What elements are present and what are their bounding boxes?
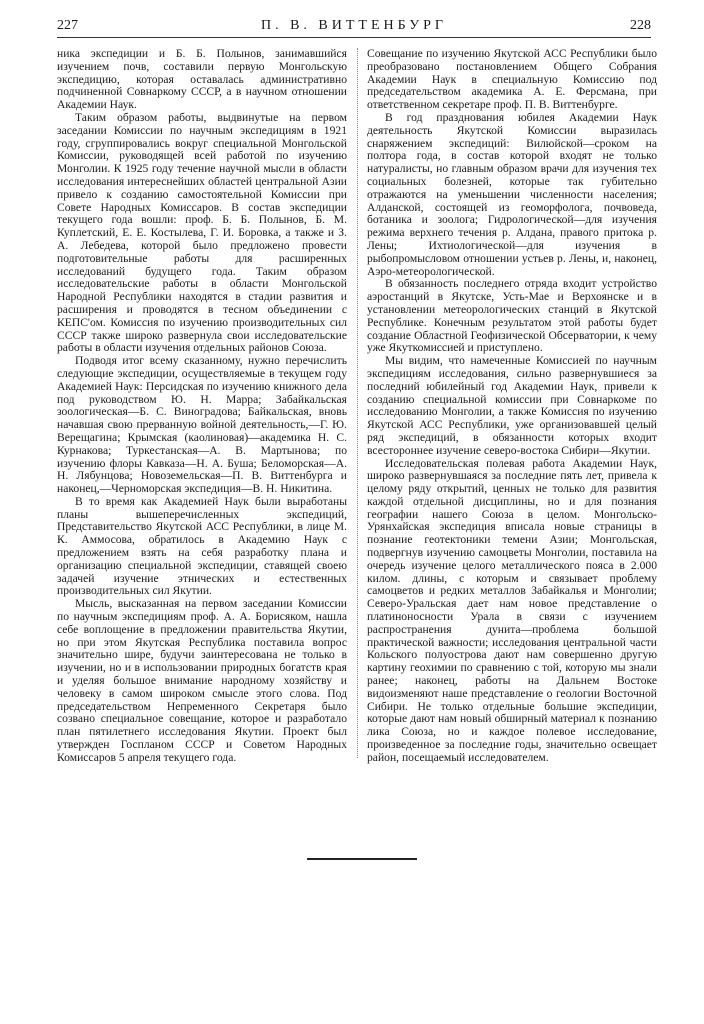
paragraph: Мысль, высказанная на первом заседании Комиссии по научным экспедициям проф. А. А. Борисяком, нашла себе воплощение в предложении правительства Якутии, но при этом Якутская Республика поставила вопрос значительно шире, будучи заинтересована не только в изучении, но и в использовании природных богатств края и уделяя большое внимание народному хозяйству и человеку в самом широком смысле этого слова. Под председательством Непременного Секретаря было созвано специальное совещание, которое и разработало план пятилетнего исследования Якутии. Проект был утвержден Госпланом СССР и Советом Народных Комиссаров 5 апреля текущего года.	[57, 597, 347, 764]
paragraph: Мы видим, что намеченные Комиссией по научным экспедициям исследования, сильно развернувшиеся за последний юбилейный год Академии Наук, привели к созданию специальной комиссии при Совнаркоме по исследованию Монголии, а также Комиссия по изучению Якутской АСС Республики, уже организовавшей целый ряд экспедиций, в обязанности которых входит всестороннее изучение северо-востока Сибири—Якутии.	[367, 354, 657, 457]
page-number-left: 227	[57, 18, 78, 33]
paragraph: ника экспедиции и Б. Б. Полынов, занимавшийся изучением почв, составили первую Монгольскую экспедицию, которая оставалась административно подчиненной Совнаркому СССР, а в научном отношении Академии Наук.	[57, 47, 347, 112]
page-number-right: 228	[630, 18, 651, 33]
section-end-rule	[307, 858, 417, 860]
paragraph: В год празднования юбилея Академии Наук деятельность Якутской Комиссии выразилась снаряжением экспедиций: Вилюйской—сроком на полтора года, в состав которой входят не только натуралисты, но главным образом врачи для изучения тех социальных болезней, которые так губительно отражаются на уменьшении численности населения; Алданской, состоящей из геоморфолога, почвоведа, ботаника и зоолога; Гидрологической—для изучения режима верхнего течения р. Алдана, правого притока р. Лены; Ихтиологической—для изучения в рыбопромысловом отношении устьев р. Лены, и, наконец, Аэро-метеорологической.	[367, 110, 657, 278]
paragraph: Подводя итог всему сказанному, нужно перечислить следующие экспедиции, осуществляемые в текущем году Академией Наук: Персидская по изучению книжного дела под руководством Ю. Н. Марра; Забайкальская зоологическая—Б. С. Виноградова; Байкальская, вновь начавшая свою прерванную войной деятельность,—Г. Ю. Верещагина; Крымская (каолиновая)—академика Н. С. Курнакова; Туркестанская—А. В. Мартынова; по изучению флоры Кавказа—Н. А. Буша; Беломорская—А. Н. Лябунцова; Новоземельская—П. В. Виттенбурга и наконец,—Черноморская экспедиция—В. Н. Никитина.	[57, 354, 347, 496]
paragraph: В обязанность последнего отряда входит устройство аэростанций в Якутске, Усть-Мае и Верхоянске и в установлении метеорологических станций в Якутской Республике. Конечным результатом этой работы будет создание Областной Геофизической Обсерватории, к чему уже Якуткомиссией и приступлено.	[367, 277, 657, 355]
paragraph: Таким образом работы, выдвинутые на первом заседании Комиссии по научным экспедициям в 1921 году, сгруппировались вокруг специальной Монгольской Комиссии, руководящей всей работой по изучению Монголии. К 1925 году течение научной мысли в области исследования интереснейших областей центральной Азии привело к созданию самостоятельной Комиссии при Совете Народных Комиссаров. В состав экспедиции текущего года вошли: проф. Б. Б. Полынов, Б. М. Куплетский, Е. Е. Костылева, Г. И. Боровка, а также и З. А. Лебедева, которой было предложено провести подготовительные работы для расширенных исследований будущего года. Таким образом исследовательские работы в области Монгольской Народной Республики находятся в стадии развития и расширения и проводятся в тесном объединении с КЕПС'ом. Комиссия по изучению производительных сил СССР также широко развернула свои исследовательские работы в области изучения отдельных районов Союза.	[57, 110, 347, 355]
right-column	[367, 48, 657, 765]
paragraph: В то время как Академией Наук были выработаны планы вышеперечисленных экспедиций, Представительство Якутской АСС Республики, в лице М. К. Аммосова, обратилось в Академию Наук с предложением взять на себя разработку плана и организацию специальной экспедиции, ставящей своею задачей изучение этнических и естественных производительных сил Якутии.	[57, 494, 347, 598]
left-column	[57, 48, 347, 765]
paragraph: Совещание по изучению Якутской АСС Республики было преобразовано постановлением Общего Собрания Академии Наук в специальную Комиссию под председательством академика А. Е. Ферсмана, при ответственном секретаре проф. П. В. Виттенбурге.	[367, 47, 657, 112]
page-header	[57, 14, 651, 36]
paragraph: Исследовательская полевая работа Академии Наук, широко развернувшаяся за последние пять лет, привела к целому ряду открытий, ценных не только для развития каждой отдельной дисциплины, но и для познания географии нашего Союза в целом. Монгольско-Урянхайская экспедиция вписала новые страницы в познание геотектоники темени Азии; Монгольская, подвергнув изучению самоцветы Монголии, поставила на очередь изучение целого металлического пояса в 2.000 килом. длины, с которым и связывает проблему самоцветов и редких металлов Забайкалья и Монголии; Северо-Уральская дает нам новое представление о платиноносности Урала в связи с изучением распространения дунита—проблема большой практической важности; исследования центральной части Кольского полуострова дают нам совершенно другую картину геохимии по сравнению с той, которую мы знали ранее; наконец, работы на Дальнем Востоке видоизменяют наше представление о геологии Восточной Сибири. Не только отдельные большие экспедиции, которые дают нам новый обширный материал к познанию лика Союза, но и каждое полевое исследование, произведенное за последние годы, значительно освещает район, посещаемый исследователем.	[367, 456, 657, 764]
header-rule	[57, 37, 651, 38]
running-title: П. В. ВИТТЕНБУРГ	[260, 18, 447, 33]
column-divider	[357, 48, 358, 758]
